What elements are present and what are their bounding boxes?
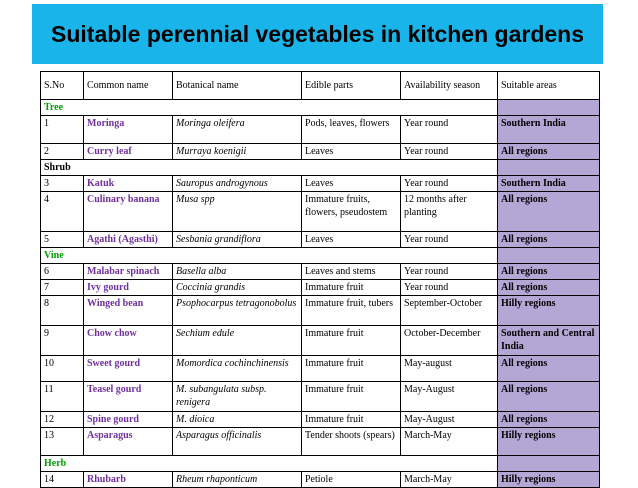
cell-edible-parts: Leaves [302,232,401,248]
cell-common-name: Malabar spinach [84,264,173,280]
header-common-name: Common name [84,72,173,100]
cell-common-name: Moringa [84,116,173,144]
table-row [41,280,600,296]
table-row [41,264,600,280]
table-row [41,412,600,428]
table-row [41,428,600,456]
cell-common-name: Agathi (Agasthi) [84,232,173,248]
cell-botanical-name: Psophocarpus tetragonobolus [173,296,302,326]
cell-botanical-name: Musa spp [173,192,302,232]
header-edible-parts: Edible parts [302,72,401,100]
category-label: Tree [41,100,498,116]
cell-common-name: Katuk [84,176,173,192]
cell-suitable-areas: Hilly regions [498,428,600,456]
cell-availability-season: Year round [401,232,498,248]
table-header-row [41,72,600,100]
cell-edible-parts: Immature fruit [302,412,401,428]
cell-edible-parts: Petiole [302,472,401,488]
table-row [41,144,600,160]
cell-botanical-name: Moringa oleifera [173,116,302,144]
cell-common-name: Spine gourd [84,412,173,428]
cell-edible-parts: Tender shoots (spears) [302,428,401,456]
cell-availability-season: Year round [401,280,498,296]
cell-botanical-name: Coccinia grandis [173,280,302,296]
header-botanical-name: Botanical name [173,72,302,100]
cell-sno: 6 [41,264,84,280]
category-row [41,456,600,472]
cell-availability-season: 12 months after planting [401,192,498,232]
cell-sno: 7 [41,280,84,296]
cell-availability-season: May-August [401,382,498,412]
cell-availability-season: Year round [401,176,498,192]
cell-suitable-areas: Hilly regions [498,472,600,488]
cell-availability-season: September-October [401,296,498,326]
cell-availability-season: October-December [401,326,498,356]
cell-common-name: Rhubarb [84,472,173,488]
cell-sno: 13 [41,428,84,456]
cell-edible-parts: Leaves [302,144,401,160]
table-row [41,382,600,412]
cell-edible-parts: Leaves [302,176,401,192]
cell-suitable-areas: All regions [498,144,600,160]
table-row [41,232,600,248]
cell-common-name: Sweet gourd [84,356,173,382]
cell-botanical-name: Sauropus androgynous [173,176,302,192]
cell-edible-parts: Immature fruit [302,280,401,296]
cell-availability-season: March-May [401,428,498,456]
table-row [41,356,600,382]
category-row [41,160,600,176]
header-sno: S.No [41,72,84,100]
table-row [41,116,600,144]
cell-botanical-name: Asparagus officinalis [173,428,302,456]
category-area-cell [498,100,600,116]
cell-suitable-areas: All regions [498,356,600,382]
cell-botanical-name: Murraya koenigii [173,144,302,160]
cell-edible-parts: Pods, leaves, flowers [302,116,401,144]
cell-sno: 1 [41,116,84,144]
category-label: Shrub [41,160,498,176]
cell-sno: 14 [41,472,84,488]
cell-sno: 3 [41,176,84,192]
cell-availability-season: May-august [401,356,498,382]
cell-suitable-areas: Southern India [498,116,600,144]
category-row [41,248,600,264]
table-row [41,192,600,232]
cell-edible-parts: Immature fruit, tubers [302,296,401,326]
cell-availability-season: March-May [401,472,498,488]
cell-botanical-name: Momordica cochinchinensis [173,356,302,382]
table-body [41,100,600,488]
cell-sno: 4 [41,192,84,232]
cell-edible-parts: Immature fruits, flowers, pseudostem [302,192,401,232]
cell-botanical-name: M. subangulata subsp. renigera [173,382,302,412]
category-label: Herb [41,456,498,472]
cell-suitable-areas: All regions [498,232,600,248]
cell-sno: 2 [41,144,84,160]
cell-availability-season: Year round [401,144,498,160]
category-label: Vine [41,248,498,264]
cell-availability-season: Year round [401,116,498,144]
cell-botanical-name: Sechium edule [173,326,302,356]
header-availability-season: Availability season [401,72,498,100]
cell-availability-season: May-August [401,412,498,428]
category-area-cell [498,456,600,472]
cell-suitable-areas: Southern and Central India [498,326,600,356]
title-banner [32,4,603,64]
cell-common-name: Asparagus [84,428,173,456]
header-suitable-areas: Suitable areas [498,72,600,100]
table-row [41,296,600,326]
cell-suitable-areas: Southern India [498,176,600,192]
cell-sno: 8 [41,296,84,326]
cell-common-name: Teasel gourd [84,382,173,412]
cell-suitable-areas: All regions [498,412,600,428]
cell-suitable-areas: All regions [498,280,600,296]
cell-suitable-areas: All regions [498,264,600,280]
page-title: Suitable perennial vegetables in kitchen gardens [51,20,584,47]
cell-suitable-areas: All regions [498,192,600,232]
cell-common-name: Curry leaf [84,144,173,160]
cell-sno: 11 [41,382,84,412]
cell-suitable-areas: Hilly regions [498,296,600,326]
cell-botanical-name: M. dioica [173,412,302,428]
cell-suitable-areas: All regions [498,382,600,412]
cell-botanical-name: Sesbania grandiflora [173,232,302,248]
cell-sno: 5 [41,232,84,248]
cell-edible-parts: Immature fruit [302,326,401,356]
cell-sno: 9 [41,326,84,356]
cell-sno: 10 [41,356,84,382]
cell-botanical-name: Rheum rhaponticum [173,472,302,488]
cell-edible-parts: Immature fruit [302,356,401,382]
cell-edible-parts: Immature fruit [302,382,401,412]
cell-common-name: Culinary banana [84,192,173,232]
category-area-cell [498,248,600,264]
cell-botanical-name: Basella alba [173,264,302,280]
cell-edible-parts: Leaves and stems [302,264,401,280]
cell-sno: 12 [41,412,84,428]
cell-common-name: Chow chow [84,326,173,356]
table-row [41,326,600,356]
table-row [41,472,600,488]
category-area-cell [498,160,600,176]
vegetables-table [40,71,600,488]
category-row [41,100,600,116]
table-row [41,176,600,192]
cell-common-name: Ivy gourd [84,280,173,296]
cell-availability-season: Year round [401,264,498,280]
cell-common-name: Winged bean [84,296,173,326]
